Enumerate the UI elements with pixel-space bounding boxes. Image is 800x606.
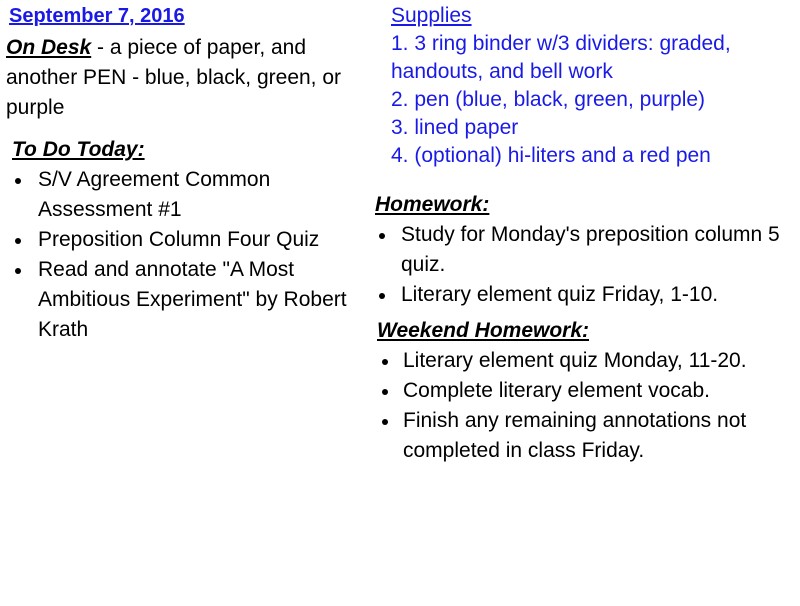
list-item: Complete literary element vocab.: [377, 376, 797, 406]
list-item: S/V Agreement Common Assessment #1: [10, 165, 365, 225]
bullet-icon: [382, 419, 388, 425]
weekend-homework-list: [377, 346, 797, 466]
bullet-icon: [15, 238, 21, 244]
supplies-title: Supplies: [391, 4, 472, 27]
list-item: Study for Monday's preposition column 5 quiz.: [374, 220, 789, 280]
list-item: Finish any remaining annotations not completed in class Friday.: [377, 406, 797, 466]
bullet-icon: [382, 359, 388, 365]
list-item: Literary element quiz Monday, 11-20.: [377, 346, 797, 376]
supplies-item: 4. (optional) hi-liters and a red pen: [391, 144, 711, 167]
weekend-homework-heading: Weekend Homework:: [377, 319, 589, 342]
list-item: Literary element quiz Friday, 1-10.: [374, 280, 789, 310]
on-desk-note: [6, 33, 356, 123]
date-heading: September 7, 2016: [9, 5, 185, 27]
bullet-icon: [15, 268, 21, 274]
supplies-item: 2. pen (blue, black, green, purple): [391, 88, 706, 111]
on-desk-text: - a piece of paper, and another PEN - blue, black, green, or purple: [6, 36, 342, 119]
bullet-icon: [379, 233, 385, 239]
todo-heading: To Do Today:: [12, 138, 145, 161]
supplies-item: 1. 3 ring binder w/3 dividers: graded, handouts, and bell work: [391, 32, 731, 83]
homework-list: [374, 220, 789, 310]
homework-heading: Homework:: [375, 193, 490, 216]
supplies-block: [391, 2, 800, 170]
bullet-icon: [382, 389, 388, 395]
bullet-icon: [15, 178, 21, 184]
list-item: Read and annotate "A Most Ambitious Experiment" by Robert Krath: [10, 255, 365, 345]
on-desk-label: On Desk: [6, 36, 92, 59]
bullet-icon: [379, 293, 385, 299]
supplies-item: 3. lined paper: [391, 116, 519, 139]
list-item: Preposition Column Four Quiz: [10, 225, 365, 255]
todo-list: [10, 165, 365, 345]
